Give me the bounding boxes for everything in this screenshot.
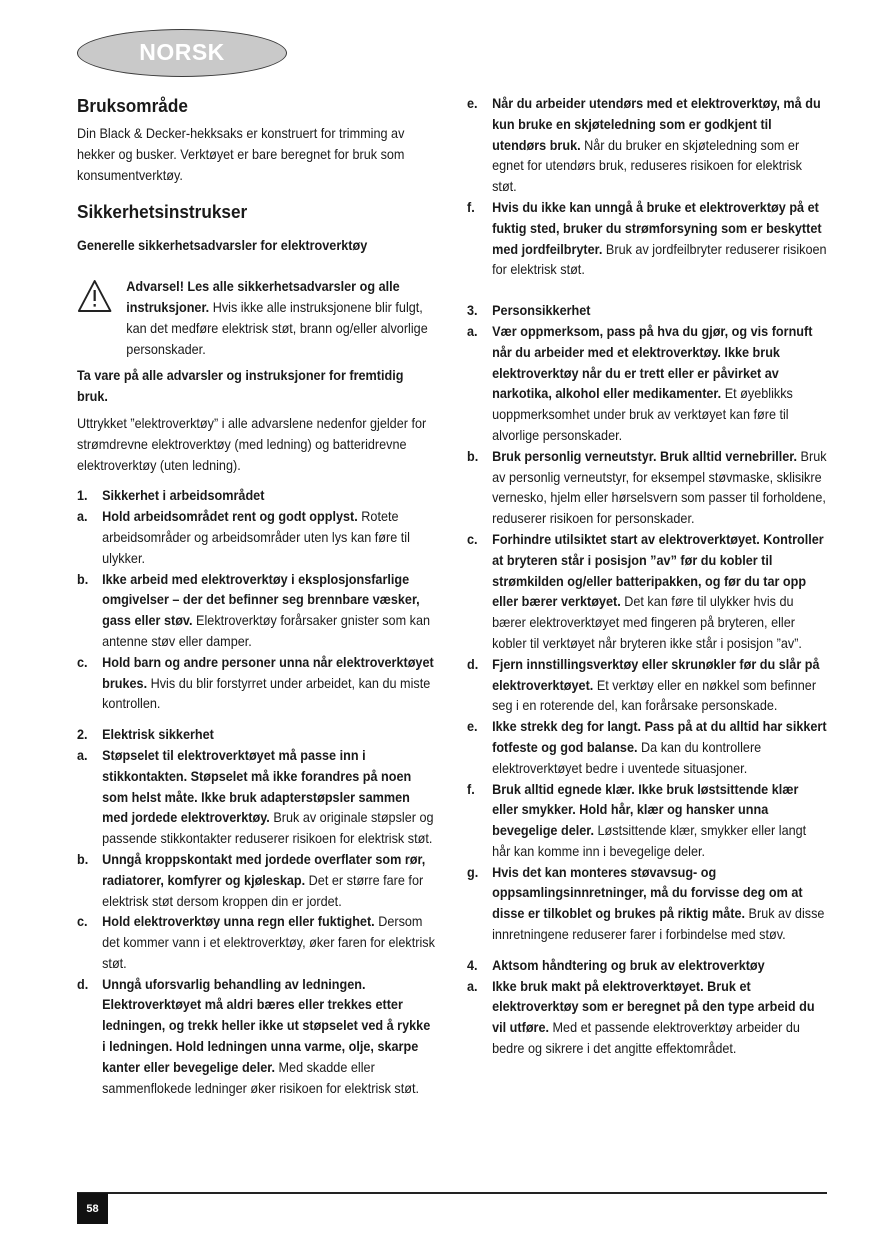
warning-body: Hvis ikke alle instruksjonene blir fulgt, kan det medføre elektrisk støt, brann og/eller alvorlige personskader.	[126, 299, 428, 357]
item-text	[102, 975, 435, 1100]
section-heading	[467, 956, 828, 977]
list-item	[77, 507, 435, 569]
warning-triangle-icon	[77, 279, 112, 313]
section	[77, 486, 435, 715]
list-item	[467, 447, 828, 530]
item-text	[492, 447, 828, 530]
item-marker: d.	[77, 976, 89, 992]
item-bold: Ikke arbeid med elektroverktøy i eksplosjonsfarlige omgivelser – der det befinner seg brennbare væsker, gass eller støv.	[102, 571, 420, 629]
item-marker: g.	[467, 864, 479, 880]
list-item	[467, 863, 828, 946]
list-item	[467, 94, 828, 198]
item-text	[102, 570, 435, 653]
list-item	[77, 570, 435, 653]
item-bold: Unngå kroppskontakt med jordede overflater som rør, radiatorer, komfyrer og kjøleskap.	[102, 851, 426, 888]
item-bold: Når du arbeider utendørs med et elektroverktøy, må du kun bruke en skjøteledning som er godkjent til utendørs bruk.	[492, 96, 821, 153]
item-body: Bruk av disse innretningene reduserer farer i forbindelse med støv.	[492, 906, 825, 943]
item-text	[492, 717, 828, 779]
section-heading	[77, 725, 435, 746]
keep-instructions-notice: Ta vare på alle advarsler og instruksjoner for fremtidig bruk.	[77, 368, 404, 405]
section-title: Aktsom håndtering og bruk av elektroverktøy	[492, 957, 765, 973]
item-marker: b.	[467, 448, 479, 464]
item-text	[492, 530, 828, 655]
warning-bold: Advarsel! Les alle sikkerhetsadvarsler og alle instruksjoner.	[126, 279, 400, 315]
item-bold: Bruk personlig verneutstyr. Bruk alltid vernebriller.	[492, 448, 798, 464]
item-marker: a.	[467, 978, 478, 994]
item-body: Bruk av jordfeilbryter reduserer risikoen for elektrisk støt.	[492, 241, 827, 278]
item-marker: e.	[467, 96, 478, 111]
item-text	[102, 850, 435, 912]
item-marker: a.	[467, 323, 478, 339]
section-number: 2.	[77, 727, 88, 743]
item-body: Bruk av originale støpsler og passende stikkontakter reduserer risikoen for elektrisk støt.	[102, 810, 434, 847]
item-body: Det er større fare for elektrisk støt dersom kroppen din er jordet.	[102, 872, 424, 909]
item-text	[102, 746, 435, 850]
item-text	[492, 322, 828, 447]
item-marker: b.	[77, 571, 89, 587]
section	[77, 725, 435, 1099]
page-number: 58	[77, 1193, 108, 1224]
item-body: Løstsittende klær, smykker eller langt hår kan komme inn i bevegelige deler.	[492, 823, 807, 859]
right-sections	[467, 301, 828, 1060]
item-bold: Ikke strekk deg for langt. Pass på at du alltid har sikkert fotfeste og god balanse.	[492, 719, 827, 755]
list-item	[467, 780, 828, 863]
item-bold: Hold barn og andre personer unna når elektroverktøyet brukes.	[102, 654, 434, 691]
item-marker: c.	[77, 914, 88, 930]
list-item	[77, 975, 435, 1100]
item-text	[492, 198, 828, 281]
item-bold: Unngå uforsvarlig behandling av ledningen. Elektroverktøyet må aldri bæres eller trekkes etter ledningen, og trekk heller ikke ut støpselet ved å rykke i ledningen. Hold ledningen unna varme, olje, skarpe kanter eller bevegelige deler.	[102, 976, 431, 1075]
left-column	[77, 94, 435, 1099]
list-item	[467, 977, 828, 1060]
section	[467, 956, 828, 1060]
item-body: Med skadde eller sammenflokede ledninger øker risikoen for elektrisk støt.	[102, 1059, 419, 1096]
list-item	[467, 655, 828, 717]
section	[467, 301, 828, 946]
item-bold: Hold arbeidsområdet rent og godt opplyst.	[102, 509, 358, 525]
continued-items	[467, 94, 828, 291]
left-sections	[77, 486, 435, 1099]
item-bold: Hvis du ikke kan unngå å bruke et elektroverktøy på et fuktig sted, bruker du strømforsyning som er beskyttet med jordfeilbryter.	[492, 199, 822, 257]
item-marker: b.	[77, 851, 89, 867]
item-bold: Ikke bruk makt på elektroverktøyet. Bruk et elektroverktøy som er beregnet på den type arbeid du vil utføre.	[492, 978, 815, 1036]
footer-rule	[77, 1192, 827, 1194]
section-number: 1.	[77, 488, 88, 504]
item-marker: c.	[467, 531, 478, 547]
item-body: Et verktøy eller en nøkkel som befinner seg i en roterende del, kan forårsake personskade.	[492, 677, 817, 714]
section-heading	[77, 486, 435, 507]
item-bold: Forhindre utilsiktet start av elektroverktøyet. Kontroller at bryteren står i posisjon ”av” før du kobler til strømkilden og/eller batteripakken, og før du tar opp eller bærer verktøyet.	[492, 531, 824, 610]
item-body: Dersom det kommer vann i et elektroverktøy, øker faren for elektrisk støt.	[102, 914, 435, 971]
list-item	[467, 322, 828, 447]
section-number: 4.	[467, 957, 478, 973]
item-text	[492, 94, 828, 198]
item-body: Når du bruker en skjøteledning som er egnet for utendørs bruk, reduseres risikoen for elektrisk støt.	[492, 137, 802, 195]
item-bold: Hvis det kan monteres støvavsug- og oppsamlingsinnretninger, må du forvisse deg om at disse er tilkoblet og brukes på riktig måte.	[492, 864, 803, 922]
item-bold: Vær oppmerksom, pass på hva du gjør, og vis fornuft når du arbeider med et elektroverktøy. Ikke bruk elektroverktøy når du er trett eller er påvirket av narkotika, alkohol eller medikamenter.	[492, 323, 813, 402]
item-bold: Hold elektroverktøy unna regn eller fuktighet.	[102, 914, 375, 930]
language-badge	[77, 29, 287, 77]
item-marker: a.	[77, 747, 88, 763]
item-text	[102, 912, 435, 974]
item-text	[492, 655, 828, 717]
list-item	[77, 746, 435, 850]
item-marker: e.	[467, 719, 478, 735]
section-title: Sikkerhet i arbeidsområdet	[102, 488, 265, 504]
item-bold: Fjern innstillingsverktøy eller skrunøkler før du slår på elektroverktøyet.	[492, 656, 820, 693]
subheading-general-warnings: Generelle sikkerhetsadvarsler for elektroverktøy	[77, 238, 368, 254]
item-body: Da kan du kontrollere elektroverktøyet bedre i uventede situasjoner.	[492, 739, 762, 776]
item-text	[492, 863, 828, 946]
item-text	[492, 977, 828, 1060]
item-body: Rotete arbeidsområder og arbeidsområder uten lys kan føre til ulykker.	[102, 509, 410, 566]
list-item	[77, 653, 435, 715]
usage-text: Din Black & Decker-hekksaks er konstruert for trimming av hekker og busker. Verktøyet er bare beregnet for bruk som konsumentverktøy.	[77, 126, 405, 183]
item-text	[102, 653, 435, 715]
warning-text	[126, 277, 435, 360]
item-body: Elektroverktøy forårsaker gnister som kan antenne støv eller damper.	[102, 613, 431, 649]
heading-safety: Sikkerhetsinstrukser	[77, 201, 248, 223]
item-body: Med et passende elektroverktøy arbeider du bedre og sikrere i det angitte effektområdet.	[492, 1020, 800, 1057]
language-label: NORSK	[139, 39, 225, 65]
item-marker: c.	[77, 654, 88, 670]
item-marker: a.	[77, 509, 88, 525]
item-body: Hvis du blir forstyrret under arbeidet, kan du miste kontrollen.	[102, 675, 431, 712]
right-column	[467, 94, 828, 1060]
spacer	[467, 281, 828, 291]
intro-text: Uttrykket ”elektroverktøy” i alle advarslene nedenfor gjelder for strømdrevne elektroverktøy (med ledning) og batteridrevne elektroverktøy (uten ledning).	[77, 415, 427, 473]
section-title: Personsikkerhet	[492, 303, 591, 319]
item-text	[102, 507, 435, 569]
item-text	[492, 780, 828, 863]
list-item	[467, 530, 828, 655]
list-item	[77, 850, 435, 912]
item-marker: f.	[467, 199, 475, 215]
section-title: Elektrisk sikkerhet	[102, 727, 214, 743]
item-marker: f.	[467, 781, 475, 797]
item-bold: Støpselet til elektroverktøyet må passe inn i stikkontakten. Støpselet må ikke forandres på noen som helst måte. Ikke bruk adapterstøpsler sammen med jordede elektroverktøy.	[102, 747, 412, 826]
list-item	[467, 198, 828, 281]
item-body: Bruk av personlig verneutstyr, for eksempel støvmaske, sklisikre vernesko, hjelm eller hørselsvern som passer til forholdene, reduserer risikoen for personskader.	[492, 448, 827, 527]
list-item	[467, 717, 828, 779]
item-marker: d.	[467, 656, 479, 672]
item-bold: Bruk alltid egnede klær. Ikke bruk løstsittende klær eller smykker. Hold hår, klær og hansker unna bevegelige deler.	[492, 781, 799, 839]
section-heading	[467, 301, 828, 322]
item-body: Det kan føre til ulykker hvis du bærer elektroverktøyet med fingeren på bryteren, eller kobler til verktøyet når bryteren ikke står i posisjon ”av”.	[492, 594, 802, 651]
list-item	[77, 912, 435, 974]
warning-block	[77, 277, 435, 360]
section-number: 3.	[467, 303, 478, 319]
item-body: Et øyeblikks uoppmerksomhet under bruk av verktøyet kan føre til alvorlige personskader.	[492, 386, 793, 443]
heading-usage: Bruksområde	[77, 95, 188, 116]
